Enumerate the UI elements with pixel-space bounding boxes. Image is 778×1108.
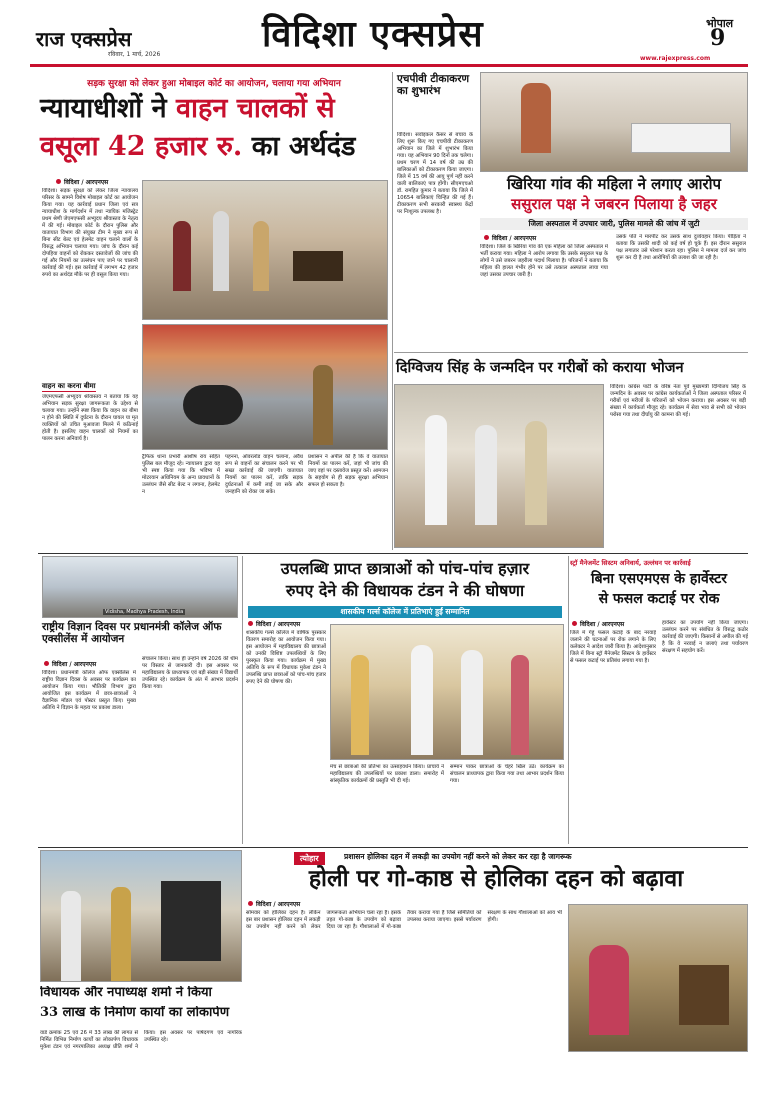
byline: विदिशा / आरएनएस bbox=[484, 234, 536, 242]
body-col3: पहनना, ओवरलोड वाहन चलाना, अवैध रूप से वाहनों का संचालन करने पर भी सख्त कार्रवाई की जाएगी। यातायात नियमों का पालन करें, ताकि सड़क दुर्घटनाओं में कमी लाई जा सके और जनहानि को रोका जा सके। bbox=[225, 454, 303, 495]
body-col4: प्रशासन ने अपील की है कि वे यातायात नियमों का पालन करें, जहां भी जांच की जाए वहां पर दस्तावेज प्रस्तुत करें। आमजन के सहयोग से ही सड़क सुरक्षा अभियान सफल हो सकता है। bbox=[308, 454, 388, 488]
byline: विदिशा / आरएनएस bbox=[248, 900, 300, 908]
masthead-left-title: राज एक्सप्रेस bbox=[36, 27, 132, 51]
story-harvester bbox=[570, 556, 748, 844]
photo-caption: Vidisha, Madhya Pradesh, India bbox=[105, 609, 184, 615]
holi-gaushala-photo bbox=[568, 904, 748, 1052]
byline: विदिशा / आरएनएस bbox=[572, 620, 624, 628]
story-hpv bbox=[394, 72, 476, 350]
masthead-date: रविवार, 1 मार्च, 2026 bbox=[108, 51, 161, 58]
headline-line1: उपलब्धि प्राप्त छात्राओं को पांच-पांच हज़ार bbox=[280, 559, 530, 578]
body: विदिशा। कांग्रेस पार्टी के वरिष्ठ नेता पूर्व मुख्यमंत्री दिग्विजय सिंह के जन्मदिन के अवसर पर कांग्रेस कार्यकर्ताओं ने जिला अस्पताल परिसर में गरीबों एवं मरीजों के परिजनों को भोजन कराया। इस अवसर पर बड़ी संख्या में कार्यकर्ता मौजूद रहे। कार्यक्रम में सेवा भाव से सभी को भोजन परोसा गया तथा दीर्घायु की कामना की गई। bbox=[610, 384, 746, 418]
body-col1: विदिशा। जिले के खिरिया गांव की एक महिला को जिला अस्पताल में भर्ती कराया गया। महिला ने आरोप लगाया कि उसके ससुराल पक्ष के लोगों ने उसे जबरन जहरीला पदार्थ पिलाया है। परिजनों ने बताया कि महिला की हालत गंभीर होने पर उसे तत्काल अस्पताल लाया गया जहां उसका उपचार जारी है। bbox=[480, 244, 608, 278]
hospital-photo bbox=[480, 72, 748, 172]
story-science-day bbox=[38, 556, 240, 844]
body-col1: सोमवार को होलिका दहन है। लेकिन इस बार प्रशासन होलिका दहन में लकड़ी का उपयोग नहीं करने को लेकर जागरूकता अभियान चला रहा है। इसके तहत गो-काष्ठ के उपयोग को बढ़ावा दिया जा रहा है। गौशालाओं में गो-काष्ठ तैयार कराया गया है जिसे समितियों को उपलब्ध कराया जाएगा। इससे पर्यावरण संरक्षण के साथ गौशालाओं को आय भी होगी। bbox=[246, 910, 562, 930]
site-url[interactable]: www.rajexpress.com bbox=[640, 55, 711, 62]
mobile-court-photo-2 bbox=[142, 324, 388, 450]
body-col3: सम्मान पाकर छात्राओं के चेहरे खिल उठे। कार्यक्रम का संचालन प्राध्यापक द्वारा किया गया तथा आभार प्रदर्शन किया गया। bbox=[450, 764, 564, 784]
kicker-tag: त्योहार bbox=[294, 852, 325, 865]
subhead: वाहन का करना बीमा bbox=[42, 382, 96, 390]
headline-line2: वसूला 42 हजार रु. का अर्थदंड bbox=[40, 131, 356, 162]
byline: विदिशा / आरएनएस bbox=[248, 620, 300, 628]
kicker: सड़क सुरक्षा को लेकर हुआ मोबाइल कोर्ट का आयोजन, चलाया गया अभियान bbox=[87, 79, 341, 89]
page-number: 9 bbox=[710, 25, 726, 51]
masthead bbox=[0, 0, 778, 62]
story-khiriya bbox=[480, 174, 748, 350]
byline: विदिशा / आरएनएस bbox=[44, 660, 96, 668]
story-digvijay bbox=[394, 354, 748, 550]
headline: दिग्विजय सिंह के जन्मदिन पर गरीबों को कराया भोजन bbox=[396, 359, 684, 376]
headline-line2: से फसल कटाई पर रोक bbox=[598, 591, 720, 607]
body-col1: शासकीय गर्ल्स कॉलेज में वार्षिक पुरस्कार वितरण समारोह का आयोजन किया गया। इस आयोजन में महाविद्यालय की छात्राओं को उनकी विशिष्ट उपलब्धियों के लिए पुरस्कृत किया गया। कार्यक्रम में मुख्य अतिथि के रूप में विधायक मुकेश टंडन ने उपलब्धि प्राप्त छात्राओं को पांच-पांच हजार रुपए देने की घोषणा की। bbox=[246, 630, 326, 685]
headline-line2: रुपए देने की विधायक टंडन ने की घोषणा bbox=[285, 581, 525, 600]
kicker: स्ट्रॉ मैनेजमेंट सिस्टम अनिवार्य, उल्लंघन पर कार्रवाई bbox=[570, 559, 691, 567]
headline-line2: 33 लाख के निर्माण कार्यों का लोकार्पण bbox=[40, 1006, 230, 1020]
headline: एचपीवी टीकाकरण का शुभारंभ bbox=[397, 73, 470, 97]
science-day-photo bbox=[42, 556, 238, 618]
body-col2: ट्रैफिक थाना प्रभारी आशीष राय सहित पुलिस बल मौजूद रहे। न्यायालय द्वारा यह भी स्पष्ट किया गया कि भविष्य में मोटरयान अधिनियम के अन्य प्रावधानों के उल्लंघन जैसे सीट बेल्ट न लगाना, हेलमेट न bbox=[142, 454, 220, 495]
headline-line1: बिना एसएमएस के हार्वेस्टर bbox=[591, 571, 727, 587]
masthead-city: भोपाल bbox=[706, 17, 734, 30]
digvijay-bhojan-photo bbox=[394, 384, 604, 548]
byline: विदिशा / आरएनएस bbox=[56, 178, 108, 186]
strapline: जिला अस्पताल में उपचार जारी, पुलिस मामले की जांच में जुटी bbox=[480, 218, 748, 230]
body-col1b: जेएमएफसी अभ्युदय श्रीवास्तव ने बताया कि यह अभियान सड़क सुरक्षा जागरूकता के उद्देश्य से चलाया गया। उन्होंने स्पष्ट किया कि वाहन का बीमा न होने की स्थिति में दुर्घटना के दौरान घायल या मृत व्यक्तियों को उचित मुआवजा मिलने में कठिनाई होती है। इसलिए वाहन चालकों को नियमों का पालन करना अनिवार्य है। bbox=[42, 394, 138, 442]
body-col2: हार्वेस्टर का उपयोग नहीं किया जाएगा। उल्लंघन करने पर संबंधित के विरुद्ध कठोर कार्रवाई की जाएगी। किसानों से अपील की गई है कि वे नरवाई न जलाएं तथा पर्यावरण संरक्षण में सहयोग करें। bbox=[662, 620, 748, 654]
lokarpan-photo bbox=[40, 850, 242, 982]
body-col1: जिले में गेहूं फसल कटाई के बाद नरवाई जलाने की घटनाओं पर रोक लगाने के लिए कलेक्टर ने आदेश जारी किया है। आदेशानुसार जिले में बिना स्ट्रॉ मैनेजमेंट सिस्टम के हार्वेस्टर से फसल कटाई पर प्रतिबंध लगाया गया है। bbox=[570, 630, 656, 664]
story-girls-college bbox=[244, 556, 566, 844]
body: वार्ड क्रमांक 25 एवं 26 में 33 लाख की लागत से निर्मित विभिन्न निर्माण कार्यों का लोकार्पण विधायक मुकेश टंडन एवं नगरपालिका अध्यक्ष प्रीति शर्मा ने किया। इस अवसर पर पार्षदगण एवं नागरिक उपस्थित रहे। bbox=[40, 1030, 242, 1050]
kicker: प्रशासन होलिका दहन में लकड़ी का उपयोग नहीं करने को लेकर कर रहा है जागरूक bbox=[344, 852, 572, 861]
body-col1: विदिशा। सड़क सुरक्षा को लेकर जिला न्यायालय परिसर के सामने विशेष मोबाइल कोर्ट का आयोजन किया गया। यह कार्रवाई प्रधान जिला एवं सत्र न्यायाधीश के मार्गदर्शन में तथा न्यायिक मजिस्ट्रेट प्रथम श्रेणी जेएमएफसी अभ्युदय श्रीवास्तव के नेतृत्व में की गई। मोबाइल कोर्ट के दौरान पुलिस और यातायात विभाग की संयुक्त टीम ने मुख्य रूप से बिना सीट बेल्ट एवं हेलमेट वाहन चलाने वालों के विरुद्ध अभियान चलाया गया। जांच के दौरान कई दोपहिया वाहनों को रोककर दस्तावेजों की जांच की गई और नियमों का उल्लंघन पाए जाने पर चालानी कार्रवाई की गई। इस कार्रवाई में लगभग 42 हजार रुपये का अर्थदंड मौके पर ही वसूल किया गया। bbox=[42, 188, 138, 278]
headline-line1: विधायक और नपाध्यक्ष शर्मा ने किया bbox=[40, 986, 212, 1000]
masthead-center-title: विदिशा एक्सप्रेस bbox=[262, 13, 484, 55]
headline: होली पर गो-काष्ठ से होलिका दहन को बढ़ावा bbox=[308, 865, 684, 892]
headline: राष्ट्रीय विज्ञान दिवस पर प्रधानमंत्री कॉलेज ऑफ एक्सीलेंस में आयोजन bbox=[42, 621, 222, 645]
headline-line2: ससुराल पक्ष ने जबरन पिलाया है जहर bbox=[511, 195, 717, 213]
mobile-court-photo-1 bbox=[142, 180, 388, 320]
story-mobile-court bbox=[38, 72, 390, 550]
body-col2: उसके पति ने मारपीट कर उसके साथ दुर्व्यवहार किया। पीड़िता ने बताया कि उसकी शादी को कई वर्ष हो चुके हैं। इस दौरान ससुराल पक्ष लगातार उसे परेशान करता रहा। पुलिस ने मामला दर्ज कर जांच शुरू कर दी है तथा आरोपियों की तलाश की जा रही है। bbox=[616, 234, 746, 261]
body-col2: संचालन किया। साथ ही उन्होंने वर्ष 2026 की थीम पर विस्तार से जानकारी दी। इस अवसर पर महाविद्यालय के प्राध्यापक एवं बड़ी संख्या में विद्यार्थी उपस्थित रहे। कार्यक्रम के अंत में आभार प्रदर्शन किया गया। bbox=[142, 656, 238, 690]
body: विदिशा। सर्वाइकल कैंसर से बचाव के लिए शुरू किए गए एचपीवी टीकाकरण अभियान का जिले में शुभारंभ किया गया। यह अभियान 90 दिनों तक चलेगा। प्रथम चरण में 14 वर्ष की उम्र की बालिकाओं को टीकाकरण किया जाएगा। जिले में 15 वर्ष की आयु पूर्ण नहीं करने वाली बालिकाएं पात्र होंगी। सीएमएचओ डॉ. रामहित कुमार ने बताया कि जिले में 10654 बालिकाएं चिन्हित की गई हैं। टीकाकरण सभी सरकारी स्वास्थ्य केंद्रों पर निःशुल्क उपलब्ध है। bbox=[397, 132, 473, 215]
headline-line1: खिरिया गांव की महिला ने लगाए आरोप bbox=[506, 175, 722, 193]
body-col2: मंच से छात्राओं की प्रतिभा का उत्साहवर्धन किया। प्राचार्य ने महाविद्यालय की उपलब्धियों पर प्रकाश डाला। समारोह में सांस्कृतिक कार्यक्रमों की प्रस्तुति भी दी गई। bbox=[330, 764, 444, 784]
girls-college-photo bbox=[330, 624, 564, 760]
masthead-rule bbox=[30, 64, 748, 67]
body-col1: विदिशा। प्रधानमंत्री कॉलेज ऑफ एक्सीलेंस में राष्ट्रीय विज्ञान दिवस के अवसर पर कार्यक्रम का आयोजन किया गया। भौतिकी विभाग द्वारा आयोजित इस कार्यक्रम में छात्र-छात्राओं ने वैज्ञानिक मॉडल एवं पोस्टर प्रस्तुत किए। मुख्य अतिथि ने विज्ञान के महत्व पर प्रकाश डाला। bbox=[42, 670, 136, 711]
headline-line1: न्यायाधीशों ने वाहन चालकों से bbox=[40, 93, 335, 124]
story-lokarpan bbox=[38, 850, 242, 1102]
strapline: शासकीय गर्ल्स कॉलेज में प्रतिभाएं हुईं सम्मानित bbox=[248, 606, 562, 618]
story-holi bbox=[244, 850, 748, 1102]
